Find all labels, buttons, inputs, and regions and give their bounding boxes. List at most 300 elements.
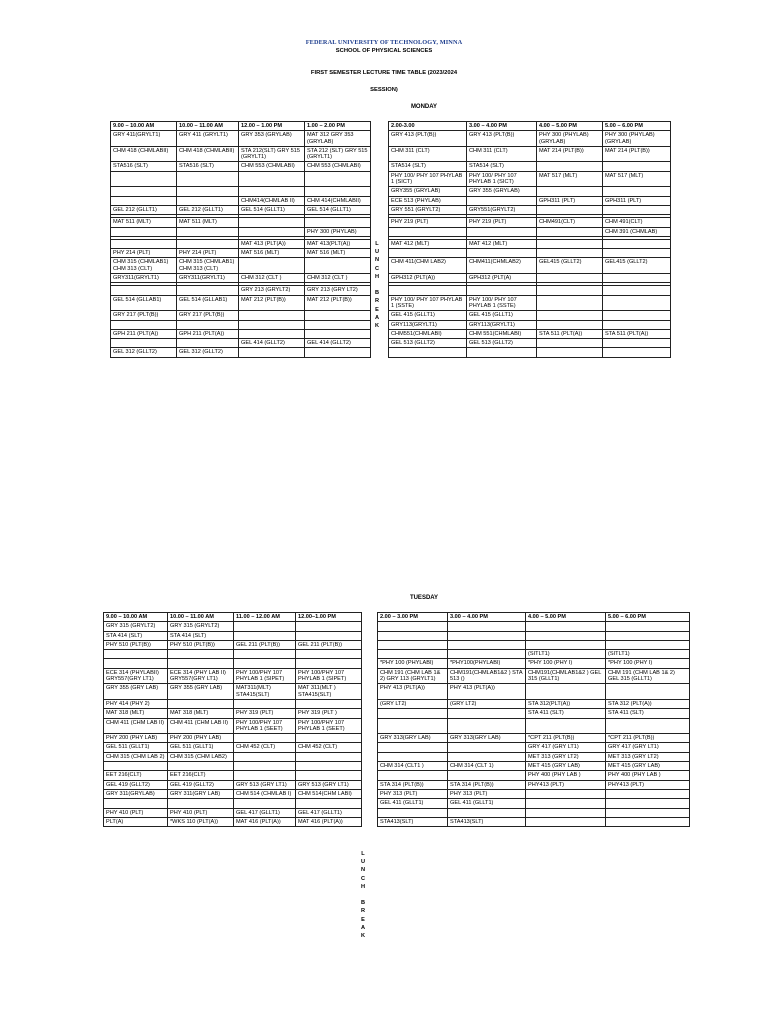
course-cell: GEL 511 (GLLT1) [168, 743, 234, 752]
table-row [104, 752, 690, 761]
course-cell: GRY 353 (GRYLAB) [239, 131, 305, 147]
course-cell [296, 659, 362, 668]
tuesday-timetable [103, 612, 690, 827]
course-cell [606, 799, 690, 808]
table-row [111, 320, 671, 329]
course-cell [526, 631, 606, 640]
break-letter [373, 281, 381, 289]
course-cell [606, 622, 690, 631]
course-cell: GEL 514 (GLLAB1) [111, 295, 177, 311]
course-cell [537, 227, 603, 236]
course-cell: PHY 100/ PHY 107 PHYLAB 1 (SICT) [467, 171, 537, 187]
course-cell: GRY 417 (GRY LT1) [606, 743, 690, 752]
course-cell: PHY 100/PHY 107 PHYLAB 1 (SEET) [234, 718, 296, 734]
day-heading-tuesday: TUESDAY [409, 595, 439, 601]
table-row [104, 762, 690, 771]
lunch-break-column [371, 122, 389, 131]
course-cell: (SITLT1) [606, 650, 690, 659]
course-cell [378, 622, 448, 631]
course-cell: GEL 514 (GLLAB1) [177, 295, 239, 311]
lunch-break-column [371, 227, 389, 236]
course-cell: CHM 315 (CHM LAB2) [168, 752, 234, 761]
header-row [111, 122, 671, 131]
course-cell [389, 249, 467, 258]
course-cell [104, 799, 168, 808]
course-cell: GEL 513 (GLLT2) [389, 339, 467, 348]
table-row [104, 789, 690, 798]
lunch-break-column [371, 187, 389, 196]
course-cell: MAT 212 (PLT(B)) [305, 295, 371, 311]
course-cell: (GRY LT2) [378, 699, 448, 708]
course-cell: CHM 191 (CHM LAB 1& 2) GEL 315 (GLLT1) [606, 668, 690, 684]
course-cell: PHY 219 (PLT) [467, 218, 537, 227]
lunch-break-column [362, 684, 378, 700]
course-cell: MAT 318 (MLT) [168, 709, 234, 718]
course-cell: *CPT 211 (PLT(B)) [526, 734, 606, 743]
course-cell: GRY355 (GRYLAB) [389, 187, 467, 196]
course-cell: MAT 214 (PLT(B)) [603, 146, 671, 162]
tuesday-table [103, 612, 690, 827]
table-row [104, 699, 690, 708]
course-cell [378, 709, 448, 718]
course-cell [111, 320, 177, 329]
lunch-break-column [371, 131, 389, 147]
course-cell: MAT 412 (MLT) [467, 239, 537, 248]
table-row [104, 622, 690, 631]
course-cell [305, 311, 371, 320]
course-cell: CHM 312 (CLT ) [305, 274, 371, 283]
course-cell: STA 212 (SLT) GRY 515 (GRYLT1) [305, 146, 371, 162]
course-cell: PHY 400 (PHY LAB ) [526, 771, 606, 780]
course-cell: STA514 (SLT) [389, 162, 467, 171]
course-cell [606, 640, 690, 649]
course-cell [296, 799, 362, 808]
table-row [111, 249, 671, 258]
course-cell: GEL 415 (GLLT1) [467, 311, 537, 320]
timetable-title: FIRST SEMESTER LECTURE TIME TABLE (2023/2024 [310, 70, 458, 76]
course-cell: GEL 211 (PLT(B)) [296, 640, 362, 649]
course-cell [305, 320, 371, 329]
course-cell: GEL 414 (GLLT2) [239, 339, 305, 348]
course-cell [537, 320, 603, 329]
lunch-break-column [362, 668, 378, 684]
course-cell [467, 196, 537, 205]
course-cell [234, 631, 296, 640]
course-cell [305, 329, 371, 338]
course-cell: MAT 318 (MLT) [104, 709, 168, 718]
course-cell: GRY 355 (GRYLAB) [467, 187, 537, 196]
course-cell: CHM 311 (CLT) [389, 146, 467, 162]
course-cell: PHY413 (PLT) [606, 780, 690, 789]
course-cell: PHY 313 (PLT) [378, 789, 448, 798]
table-row [104, 659, 690, 668]
course-cell: MET 415 (GRY LAB) [526, 762, 606, 771]
course-cell [296, 622, 362, 631]
course-cell [177, 239, 239, 248]
course-cell: GEL 417 (GLLT1) [234, 808, 296, 817]
break-letter: U [374, 249, 380, 256]
course-cell: *PHY100(PHYLABI) [448, 659, 526, 668]
break-letter: H [360, 883, 366, 890]
course-cell: CHM 315 (CHMLAB1) CHM 313 (CLT) [177, 258, 239, 274]
course-cell [603, 162, 671, 171]
course-cell [239, 171, 305, 187]
break-letter: R [374, 298, 380, 305]
course-cell: EET 216(CLT) [168, 771, 234, 780]
lunch-break-column [371, 162, 389, 171]
table-row [104, 668, 690, 684]
course-cell: CHM 411(CHM LAB2) [389, 258, 467, 274]
course-cell: PLT(A) [104, 817, 168, 826]
table-row [104, 799, 690, 808]
course-cell: PHY 510 (PLT(B)) [104, 640, 168, 649]
course-cell: MAT 214 (PLT(B)) [537, 146, 603, 162]
lunch-break-column [371, 205, 389, 214]
timetable-title-continued: SESSION) [370, 87, 398, 93]
course-cell [305, 187, 371, 196]
break-letter: K [374, 323, 380, 330]
course-cell [234, 699, 296, 708]
table-row [104, 684, 690, 700]
course-cell: MAT 517 (MLT) [537, 171, 603, 187]
course-cell: GRY 513 (GRY LT1) [234, 780, 296, 789]
course-cell: GRY 411(GRYLT1) [111, 131, 177, 147]
course-cell [467, 227, 537, 236]
course-cell [526, 718, 606, 734]
course-cell [603, 249, 671, 258]
course-cell: PHY 510 (PLT(B)) [168, 640, 234, 649]
course-cell: PHY 300 (PHYLAB) [305, 227, 371, 236]
course-cell [378, 631, 448, 640]
table-row [104, 771, 690, 780]
course-cell: MAT 413(PLT(A)) [305, 239, 371, 248]
course-cell [111, 227, 177, 236]
break-letter: E [375, 306, 379, 313]
course-cell: CHM 315 (CHMLAB1) CHM 313 (CLT) [111, 258, 177, 274]
course-cell: STA413(SLT) [448, 817, 526, 826]
break-letter [359, 891, 367, 899]
course-cell [603, 295, 671, 311]
course-cell [111, 171, 177, 187]
table-row [111, 196, 671, 205]
lunch-break-column [362, 771, 378, 780]
course-cell: MAT 511 (MLT) [111, 218, 177, 227]
course-cell [296, 650, 362, 659]
course-cell: GRY 413 (PLT(B)) [467, 131, 537, 147]
table-row [111, 131, 671, 147]
course-cell [606, 808, 690, 817]
course-cell [305, 258, 371, 274]
course-cell [606, 718, 690, 734]
course-cell: GRY 311(GRY LAB) [168, 789, 234, 798]
course-cell [168, 699, 234, 708]
course-cell: MAT 416 (PLT(A)) [296, 817, 362, 826]
break-letter: B [374, 290, 380, 297]
course-cell: GRY 411 (GRYLT1) [177, 131, 239, 147]
course-cell: CHM 311 (CLT) [467, 146, 537, 162]
table-row [104, 808, 690, 817]
course-cell [296, 699, 362, 708]
course-cell: PHY 100/ PHY 107 PHYLAB 1 (SICT) [389, 171, 467, 187]
time-slot-header: 3.00 – 4.00 PM [448, 613, 526, 622]
course-cell: CHM 315 (CHM LAB 2) [104, 752, 168, 761]
course-cell: CHM 191 (CHM LAB 1& 2) GRY 113 (GRYLT1) [378, 668, 448, 684]
course-cell: STA 212(SLT) GRY 515 (GRYLT1) [239, 146, 305, 162]
course-cell: CHM 514(CHM LABI) [296, 789, 362, 798]
course-cell: MAT 413 (PLT(A)) [239, 239, 305, 248]
course-cell [104, 659, 168, 668]
course-cell [378, 718, 448, 734]
course-cell: PHY 413 (PLT(A)) [448, 684, 526, 700]
course-cell: GEL 312 (GLLT2) [177, 348, 239, 357]
course-cell [239, 227, 305, 236]
course-cell [239, 311, 305, 320]
course-cell: CHM491(CLT) [537, 218, 603, 227]
course-cell [537, 187, 603, 196]
course-cell: STA516 (SLT) [111, 162, 177, 171]
lunch-break-column [362, 762, 378, 771]
course-cell [177, 286, 239, 295]
course-cell: GRY 313(GRY LAB) [378, 734, 448, 743]
course-cell [296, 631, 362, 640]
course-cell: GRY 551 (GRYLT2) [389, 205, 467, 214]
break-letter: L [375, 241, 379, 247]
course-cell [606, 817, 690, 826]
table-row [104, 780, 690, 789]
course-cell: PHY 410 (PLT) [168, 808, 234, 817]
break-letter: L [361, 851, 365, 857]
course-cell [389, 348, 467, 357]
time-slot-header: 11.00 – 12.00 AM [234, 613, 296, 622]
course-cell: GPH311 (PLT) [537, 196, 603, 205]
course-cell [378, 640, 448, 649]
course-cell: *CPT 211 (PLT(B)) [606, 734, 690, 743]
course-cell: MAT 416 (PLT(A)) [234, 817, 296, 826]
course-cell [305, 348, 371, 357]
table-row [111, 205, 671, 214]
course-cell: GEL 211 (PLT(B)) [234, 640, 296, 649]
course-cell: CHM 452 (CLT) [296, 743, 362, 752]
course-cell [168, 659, 234, 668]
course-cell [603, 239, 671, 248]
course-cell: GRY 355 (GRY LAB) [168, 684, 234, 700]
course-cell: GRY 311(GRYLAB) [104, 789, 168, 798]
course-cell: GRY 413 (PLT(B)) [389, 131, 467, 147]
course-cell: *PHY 100 (PHY I) [526, 659, 606, 668]
course-cell: GPH312 (PLT(A)) [389, 274, 467, 283]
course-cell: CHM414(CHMLAB II) [239, 196, 305, 205]
course-cell: STA 312(PLT(A)) [526, 699, 606, 708]
course-cell: GEL 514 (GLLT1) [239, 205, 305, 214]
time-slot-header: 5.00 – 6.00 PM [603, 122, 671, 131]
lunch-break-column [362, 780, 378, 789]
course-cell [448, 640, 526, 649]
break-letter: B [360, 900, 366, 907]
course-cell: CHM 514 (CHMLAB I) [234, 789, 296, 798]
break-letter: K [360, 933, 366, 940]
table-row [111, 311, 671, 320]
course-cell [234, 799, 296, 808]
course-cell [296, 752, 362, 761]
course-cell: MAT 212 (PLT(B)) [239, 295, 305, 311]
course-cell: STA 314 (PLT(B)) [378, 780, 448, 789]
monday-timetable [110, 121, 671, 358]
course-cell [378, 752, 448, 761]
course-cell [526, 640, 606, 649]
course-cell [537, 339, 603, 348]
table-row [104, 709, 690, 718]
course-cell: MET 313 (GRY LT2) [526, 752, 606, 761]
course-cell [448, 743, 526, 752]
course-cell: MET 313 (GRY LT2) [606, 752, 690, 761]
course-cell: STA 511 (PLT(A)) [537, 329, 603, 338]
course-cell [177, 339, 239, 348]
course-cell [378, 650, 448, 659]
course-cell [603, 274, 671, 283]
course-cell: CHM191(CHMLAB1&2 ) STA 513 () [448, 668, 526, 684]
course-cell: CHM 314 (CLT1 ) [378, 762, 448, 771]
course-cell: STA514 (SLT) [467, 162, 537, 171]
lunch-break-column [371, 339, 389, 348]
course-cell: PHY 100/PHY 107 PHYLAB 1 (SEET) [296, 718, 362, 734]
course-cell [168, 762, 234, 771]
table-row [104, 743, 690, 752]
time-slot-header: 5.00 – 6.00 PM [606, 613, 690, 622]
break-letter: C [360, 875, 366, 882]
university-name: FEDERAL UNIVERSITY OF TECHNOLOGY, MINNA [305, 39, 463, 46]
course-cell: MAT 517 (MLT) [603, 171, 671, 187]
course-cell: STA 312 (PLT(A)) [606, 699, 690, 708]
course-cell: CHM411(CHMLAB2) [467, 258, 537, 274]
course-cell: STA 414 (SLT) [168, 631, 234, 640]
header-row [104, 613, 690, 622]
course-cell: *PHY 100 (PHYLABI) [378, 659, 448, 668]
course-cell: PHY413 (PLT) [526, 780, 606, 789]
course-cell: GEL 414 (GLLT2) [305, 339, 371, 348]
monday-table [110, 121, 671, 358]
time-slot-header: 9.00 – 10.00 AM [104, 613, 168, 622]
table-row [111, 274, 671, 283]
course-cell [389, 286, 467, 295]
course-cell: GEL415 (GLLT2) [603, 258, 671, 274]
lunch-break-column [362, 622, 378, 631]
break-letter: C [374, 265, 380, 272]
course-cell [177, 320, 239, 329]
course-cell: GEL 419 (GLLT2) [104, 780, 168, 789]
course-cell [467, 286, 537, 295]
course-cell: CHM 411 (CHM LAB II) [104, 718, 168, 734]
course-cell [378, 743, 448, 752]
table-row [111, 218, 671, 227]
course-cell [526, 799, 606, 808]
lunch-break-column [371, 196, 389, 205]
time-slot-header: 10.00 – 11.00 AM [177, 122, 239, 131]
course-cell: STA413(SLT) [378, 817, 448, 826]
course-cell: CHM 418 (CHMLABII) [177, 146, 239, 162]
course-cell: CHM 418 (CHMLABII) [111, 146, 177, 162]
course-cell: PHY 400 (PHY LAB ) [606, 771, 690, 780]
break-letter: U [360, 859, 366, 866]
course-cell [603, 187, 671, 196]
course-cell [296, 734, 362, 743]
course-cell [239, 348, 305, 357]
course-cell [234, 734, 296, 743]
course-cell [239, 218, 305, 227]
course-cell [168, 650, 234, 659]
course-cell [111, 239, 177, 248]
course-cell [448, 631, 526, 640]
course-cell: PHY 214 (PLT) [177, 249, 239, 258]
course-cell: GEL 417 (GLLT1) [296, 808, 362, 817]
course-cell [378, 808, 448, 817]
course-cell [177, 227, 239, 236]
course-cell: CHM 314 (CLT 1) [448, 762, 526, 771]
course-cell [537, 286, 603, 295]
course-cell: GEL 514 (GLLT1) [305, 205, 371, 214]
course-cell: CHM 553 (CHMLABI) [305, 162, 371, 171]
course-cell: GEL 411 (GLLT1) [378, 799, 448, 808]
course-cell: STA516 (SLT) [177, 162, 239, 171]
break-letter: A [374, 314, 380, 321]
lunch-break-column [362, 752, 378, 761]
lunch-break-column [371, 171, 389, 187]
course-cell: PHY 100/PHY 107 PHYLAB 1 (SIPET) [296, 668, 362, 684]
course-cell [305, 171, 371, 187]
course-cell [305, 218, 371, 227]
lunch-break-column [362, 743, 378, 752]
course-cell [603, 339, 671, 348]
break-letter: R [360, 908, 366, 915]
course-cell [239, 258, 305, 274]
course-cell: GEL 312 (GLLT2) [111, 348, 177, 357]
course-cell: GEL 511 (GLLT1) [104, 743, 168, 752]
course-cell: STA 411 (SLT) [526, 709, 606, 718]
course-cell: CHM 491(CLT) [603, 218, 671, 227]
course-cell: GEL415 (GLLT2) [537, 258, 603, 274]
lunch-break-column [371, 218, 389, 227]
course-cell: STA 511 (PLT(A)) [603, 329, 671, 338]
course-cell [537, 311, 603, 320]
course-cell [526, 684, 606, 700]
time-slot-header: 1.00 – 2.00 PM [305, 122, 371, 131]
lunch-break-column [371, 329, 389, 338]
course-cell: GRY113(GRYLT1) [389, 320, 467, 329]
course-cell [104, 762, 168, 771]
lunch-break-column [362, 709, 378, 718]
course-cell: MAT 312 GRY 353 (GRYLAB) [305, 131, 371, 147]
time-slot-header: 4.00 – 5.00 PM [537, 122, 603, 131]
table-row [111, 146, 671, 162]
course-cell: CHM 312 (CLT ) [239, 274, 305, 283]
course-cell: STA 414 (SLT) [104, 631, 168, 640]
table-row [104, 734, 690, 743]
course-cell [239, 187, 305, 196]
course-cell [537, 274, 603, 283]
time-slot-header: 4.00 – 5.00 PM [526, 613, 606, 622]
course-cell [448, 808, 526, 817]
course-cell [467, 249, 537, 258]
course-cell: ECE 314 (PHYLABII) GRY557(GRY LT1) [104, 668, 168, 684]
course-cell: PHY 300 (PHYLAB) (GRYLAB) [537, 131, 603, 147]
course-cell [526, 622, 606, 631]
course-cell [448, 650, 526, 659]
lunch-break-column [362, 631, 378, 640]
course-cell [239, 320, 305, 329]
course-cell: CHM191(CHMLAB1&2 ) GEL 315 (GLLT1) [526, 668, 606, 684]
course-cell: GPH 211 (PLT(A)) [111, 329, 177, 338]
course-cell [234, 771, 296, 780]
course-cell [177, 187, 239, 196]
